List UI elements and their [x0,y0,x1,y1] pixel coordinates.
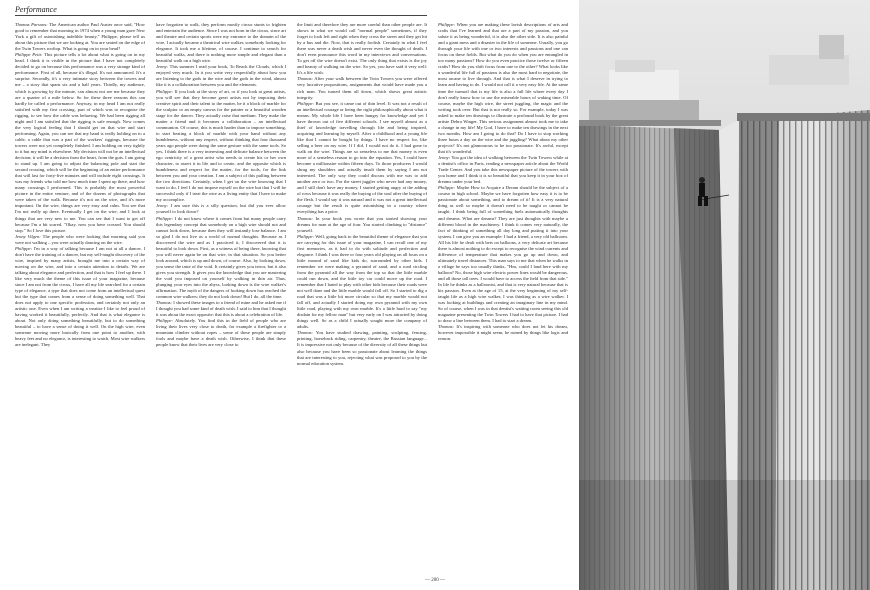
paragraph [438,185,568,324]
speaker-name: Thomas: [438,324,455,330]
speaker-name: Philippe: [156,215,174,221]
paragraph-text: the limit and therefore they are more careful than other people are. It shows in what we would call "normal people" sometimes, if they forget to look left and right when they cross the street and they get hit by a bus and die. Now, that is really foolish. Certainly in what I feel there was never a death wish and never even the thought of death. I don't even pronounce this word in my interviews and conversations. To get off the wire doesn't exist. The only thing that exists is the joy and beauty of walking on the wire. So yes, you have said it very well: It's a life wish. [297,22,427,76]
paragraph [156,203,286,215]
speaker-name: Jenny: [438,155,451,161]
paragraph-text: You have studied drawing, painting, sculpting, fencing, printing, horseback riding, carpentry, theatre, the Russian language... It is impressive not only because of the diversity of all these things but also because you have been so passionate about learning the things that are interesting to you, rejecting what was proposed to you by the normal education system. [297,330,427,366]
paragraph-text: If you look at the story of art, or if you look at great artists, you will see that they become great artists not by imposing their creative spirit and their talent to the matter, be it a block of marble for the sculptor or an empty canvas for the painter or a beautiful wooden stage for the dancer. They actually raise that medium. They make the matter a friend and it becomes a collaboration – an intellectual communion. Of course, this is much harder than to impose something, to start beating a block of marble with your hand without any humbleness, without any respect, without thinking that four thousand years ago people were doing the same gesture with the same tools. So yes, I think there is a very interesting and delicate balance between the ego centricity of a great artist who needs to create his or her own character, to assert it in life and to create, and the opposite which is humbleness and respect for the matter, for the tools, for the link between you and your creation. I am a subject of this pulling between the two directions. Certainly, when I get on the wire knowing that I want to do, I feel I do not impose myself on the wire but that I will be successful only if I treat the wire as a living entity that I have to make my accomplice. [156,88,286,203]
paragraph-text: I am sure this is a silly question, but did you ever allow yourself to look down? [156,203,286,215]
paragraph-text: I do not know where it comes from but many people carry this legendary concept that somebody on a high wire should not and cannot look down, because then they will instantly lose balance. I am so glad I do not live as a world of normal thoughts. Because as I discovered the wire and as I practiced it, I discovered that it is beautiful to look down. First, as a witness of being there, knowing that you will never again be on that wire, in that situation. So you better look around, which is up and down, of course. Also, by looking down, you sense the taste of the void. It certainly gives you terror, but it also gives you strength. It gives you the knowledge that you are mastering the void you imposed on yourself by walking in thin air. Thus, plunging your eyes into the abyss, looking down is the wire walker's affirmation. The myth of the dangers of looking down has reached the common wire walkers; they do not look down! But I do, all the time. [156,215,286,300]
paragraph [15,246,145,349]
paragraph-text: Absolutely. You find this in the field of people who are living their lives very close to death, for example a firefighter or a mountain climber without ropes – some of these people are simply fools and maybe have a death wish. Otherwise, I think that these people know that their lives are very close to [156,318,286,348]
header-rule [15,15,427,16]
paragraph-text: In your book you wrote that you started showing your dreams for man at the age of four. You started climbing to "distance" yourself. [297,215,427,233]
paragraph-text: This picture tells a lot about what is going on in my head. I think it is visible in the picture that I have not completely decided to go on because this performance was a very strange kind of performance. First of all, because it's illegal. It's not announced. It's a surprise. Secondly, it's a very intimate story between the towers and me – a story that spans six and a half years. Thirdly, my audience, which is growing by the minute, can almost not see me because they are a quarter of a mile below. So for these three reasons this can hardly be called a performance. Anyway, in my head I am not really satisfied with my first crossing, part of which was to recognise the rigging, to see how the cable was behaving. We had been rigging all night and I am satisfied that the rigging is safe enough. Now comes the very logical feeling that I should get on that wire and start performing. Again, you can see that my hand is really holding on to a cable, a cable that was a part of the workers' riggings, because the towers were not yet completely finished. I am holding on very tightly to it but my mind is elsewhere. My decision will not be an intellectual decision; it will be a decision from the heart, from the guts. I am going to stand up. I am going to adjust the balancing pole and start the second crossing, which will be the beginning of an entire performance that will last for forty-five minutes and will include eight crossings. It was my friends who told me how much time I spent up there, and how many crossings I performed. This is probably the most powerful picture in the entire venture, and of the dozens of photographs that were taken of the walk. Because it's not on the wire, and it's more important. On the wire, things are very easy and calm. You see that I'm not really up there. Eventually I get on the wire, and I look at things that are very new to me. You can see that I want to get off because I'm a bit scared. "Okay, now you have crossed. You should stop." So I love this picture. [15,52,145,233]
paragraph [438,155,568,185]
paragraph [156,216,286,301]
tower-photo-illustration [579,0,870,590]
paragraph [297,76,427,100]
speaker-name: Jenny: [156,64,169,70]
paragraph [156,64,286,88]
paragraph-text: It's inspiring with someone who does not let his dream, however impossible it might seem, be ruined by things like logic and reason. [438,324,568,342]
speaker-name: Philippe: [156,88,174,94]
paragraph [15,234,145,246]
text-column-4 [438,22,568,572]
paragraph [156,318,286,348]
paragraph-text: I showed these images to a friend of mine and he asked me if I thought you had some kind of death wish. I said to him that I thought it was about the exact opposite; that this is about a celebration of life. [156,300,286,318]
paragraph [297,330,427,366]
paragraph-text: I'm in a way of talking because I am not at all a dancer. I don't have the training of a dancer, but my self-taught discovery of the wire, inspired by many artists, brought me into a certain way of moving on the wire, and into a certain attention to details. We are talking about elegance and perfection, and that is how I feel up there. I like very much the theme of this issue of your magazine, because since I am not from the circus, I have all my life searched for a certain type of elegance, a type that does not come from an intellectual quest but the type that comes from a sense of doing something well. That does not apply to one specific profession, and certainly not only an artistic one. Even when I am writing a treatise I like to feel proud of having worked it beautifully, perfectly. And that is what elegance is about. Not only doing something beautifully, but to do something beautiful – to have a sense of doing it well. On the high wire, even someone moving more basically from one point to another, with heavy feet and no elegance, is interesting to watch. Most wire walkers are inelegant. They [15,245,145,348]
speaker-name: Philippe: [297,100,315,106]
paragraph [156,22,286,64]
speaker-name: Philippe Petit: [15,52,43,58]
speaker-name: Thomas: [297,76,314,82]
paragraph [156,89,286,204]
paragraph-text: have forgotten to walk, they perform mostly circus stunts to frighten and entertain the audience. Since I was not born in the circus, since art and theatre and certain sports were my entrance to the domain of the wire, I actually became a theatrical wire walker, somebody looking for elegance. It took me a lifetime, of course. I continue to search for beautiful walks, and there is nothing more simple and elegant than a beautiful walk on a high wire. [156,22,286,64]
paragraph-text: Maybe How to Acquire a Dream should be the subject of a course in high school. Maybe we have forgotten how easy it is to be passionate about something, and to dream of it! It is a very natural thing as well so maybe it doesn't need to be taught or cannot be taught. I think being full of something fuels automatically thoughts and dreams. What are dreams? They are just thoughts with maybe a different blood in the machinery. I think it comes very naturally, the fact of thinking of something all day long and putting it into your system. I can give you an example: I had a friend, a very old ballroom. All his life he dealt with bets on balloons, a very delicate art because there is almost nothing to do except to recognise the wind currents and difference of temperature that makes you go up and down, and ultimately travel distances. This man says to me that when he walks in a village he says too usually thinks, "Hm, could I land here with my balloon? No, those high wire electric power lines would be dangerous, and all those tall trees. I would have to access the field from that side." In life he thinks as a balloonist, and that is very natural because that is his passion. Even at the age of 15, at the very beginning of my self-taught life as a high wire walker, I was thinking as a wire walker. I was looking at buildings and creating an imaginary line in my mind. So of course, when I was in that dentist's waiting room seeing this old magazine presenting the Twin Towers I had to have that picture. I had to draw a line between them. I had to start a dream. [438,185,568,324]
speaker-name: Philippe: [15,245,33,251]
page-number: — 200 — [425,578,445,583]
speaker-name: Jenny: [156,203,169,209]
text-column-2 [156,22,286,572]
paragraph-text: But you see, it came out of thin level. It was not a result of an intellectual courage or being the right philosophically about what it means. My whole life I have been hungry for knowledge and yet I have thrown out of five different schools. I see myself almost as a thief of knowledge travelling through life and being inspired, acquiring and learning by myself. After a childhood and a young life like that I cannot be bought by things. I have no respect for, like selling a beer on my wire. If I did, I would not do it. I had gone to walk on the wire. Things are so senseless to me that money is even more of a senseless reason to go into the equation. Yes, I could have become a millionaire within fifteen days. To those producers I would shrug my shoulders and actually insult them by saying I am not interested. The only way they could discuss with me was to add another zero or two. For the street juggler who never had any money, and I still don't have any money, I started getting angry at the adding of rows because it was really the buying of the soul after the buying of the flesh. I would say it was natural and it was not a great intellectual courage but the result is quite astonishing in a country where everything has a price. [297,100,427,215]
paragraph-text: Well, going back to the beautiful theme of elegance that you are carrying for this issue of your magazine, I can recall one of my first memories, as it had to do with solitude and perfection and elegance. I think I was three or four years old playing on all fours on a little mound of sand like kids do, surrounded by other kids. I remember we were making a pyramid of sand, and a road circling from the pyramid all the way from the top so that the little marble could run down, and the little toy car could move up the road. I remember that I hated to play with other kids because their roads were not well done and the little marble would fall off. So I started to dig a road that was a little bit more circular so that my marble would not fall off, and actually I started doing my own pyramid with my own little road, playing with my own marble. It's a little hard to say "my disdain for my fellow man" but very early on I was attracted by doing things well. So as a child I actually sought more the company of adults. [297,233,427,330]
paragraph-text: After your walk between the Twin Towers you were offered very lucrative propositions, assignments that would have made you a rich man. You turned them all down, which shows great artistic integrity. [297,76,427,100]
speaker-name: Thomas Parsons: [15,22,48,27]
paragraph-text: When you are making these lavish descriptions of arts and crafts that I've learned and that are a part of my passion, and you salute it as being wonderful, it is also the other side. It is also painful and a giant mess and a disaster in the life of someone. Usually, you go through your life with one or two interests and passions and one can focus on these fields. But what do you do when you are entangled in too many passions? How do you even practice those twelve or fifteen crafts? How do you shift focus from one to the other? What looks like a wonderful life full of passions is also the most hard to negotiate, the most arcane to live through. And that is what I deserve in trying to learn and having to do. I would not call it a very easy life. At the same time the turmoil that is my life is also a full life where every day I don't really know how to use the miserable hours of waking time. Of course, maybe the high wire, the street juggling, the magic and the writing took over. But that is not really so. For example, today I was asked to make ten drawings to illustrate a profound book by the great artiste Debra Winger. This serious assignment almost took me to take a change in my life! My God, I have to make ten drawings in the next two months. How am I going to do that? Do I have to stop working three hours a day on the wire and the juggling? What about my other projects? It's not glamourous to be too passionate. It's awful, except that it's wonderful. [438,22,568,154]
paragraph [156,300,286,318]
paragraph-text: The American author Paul Auster once said, "How good to remember that morning in 1974 when a young man gave New York a gift of astonishing indelible beauty." Philippe, please tell us about this picture that we are looking at. You are seated on the edge of the Twin Towers rooftop. What is going on in your head? [15,22,145,52]
speaker-name: Philippe: [156,318,174,324]
speaker-name: Philippe: [438,185,456,191]
running-head: Performance [15,5,57,14]
speaker-name: Thomas: [297,215,314,221]
speaker-name: Philippe: [297,233,315,239]
speaker-name: Jenny Vilgen: [15,233,41,239]
paragraph [438,324,568,342]
paragraph [297,101,427,216]
rooftop-structure-right [769,55,849,85]
speaker-name: Thomas: [297,330,314,336]
paragraph [15,22,145,52]
tower-photograph [579,0,870,590]
paragraph [297,216,427,234]
paragraph [15,52,145,233]
paragraph [438,22,568,155]
speaker-name: Thomas: [156,300,173,306]
paragraph-text: The people who were looking that morning said you were not walking – you were actually dancing on the wire. [15,233,145,245]
paragraph-text: You got the idea of walking between the Twin Towers while at a dentist's office in Paris, reading a newspaper article about the World Trade Center. And you take this newspaper picture of the towers with you home and I think it is so beautiful that you keep it in your box of dreams under your bed. [438,155,568,185]
paragraph [297,234,427,331]
paragraph-text: This summer I read your book, To Reach the Clouds, which I enjoyed very much. In it you write very respectfully about how you are listening to the gods in the wire and the gods in the wind, almost like it is a collaboration between you and the elements. [156,64,286,88]
paragraph [297,22,427,76]
text-column-1 [15,22,145,572]
text-column-3 [297,22,427,572]
speaker-name: Philippe: [438,22,456,27]
